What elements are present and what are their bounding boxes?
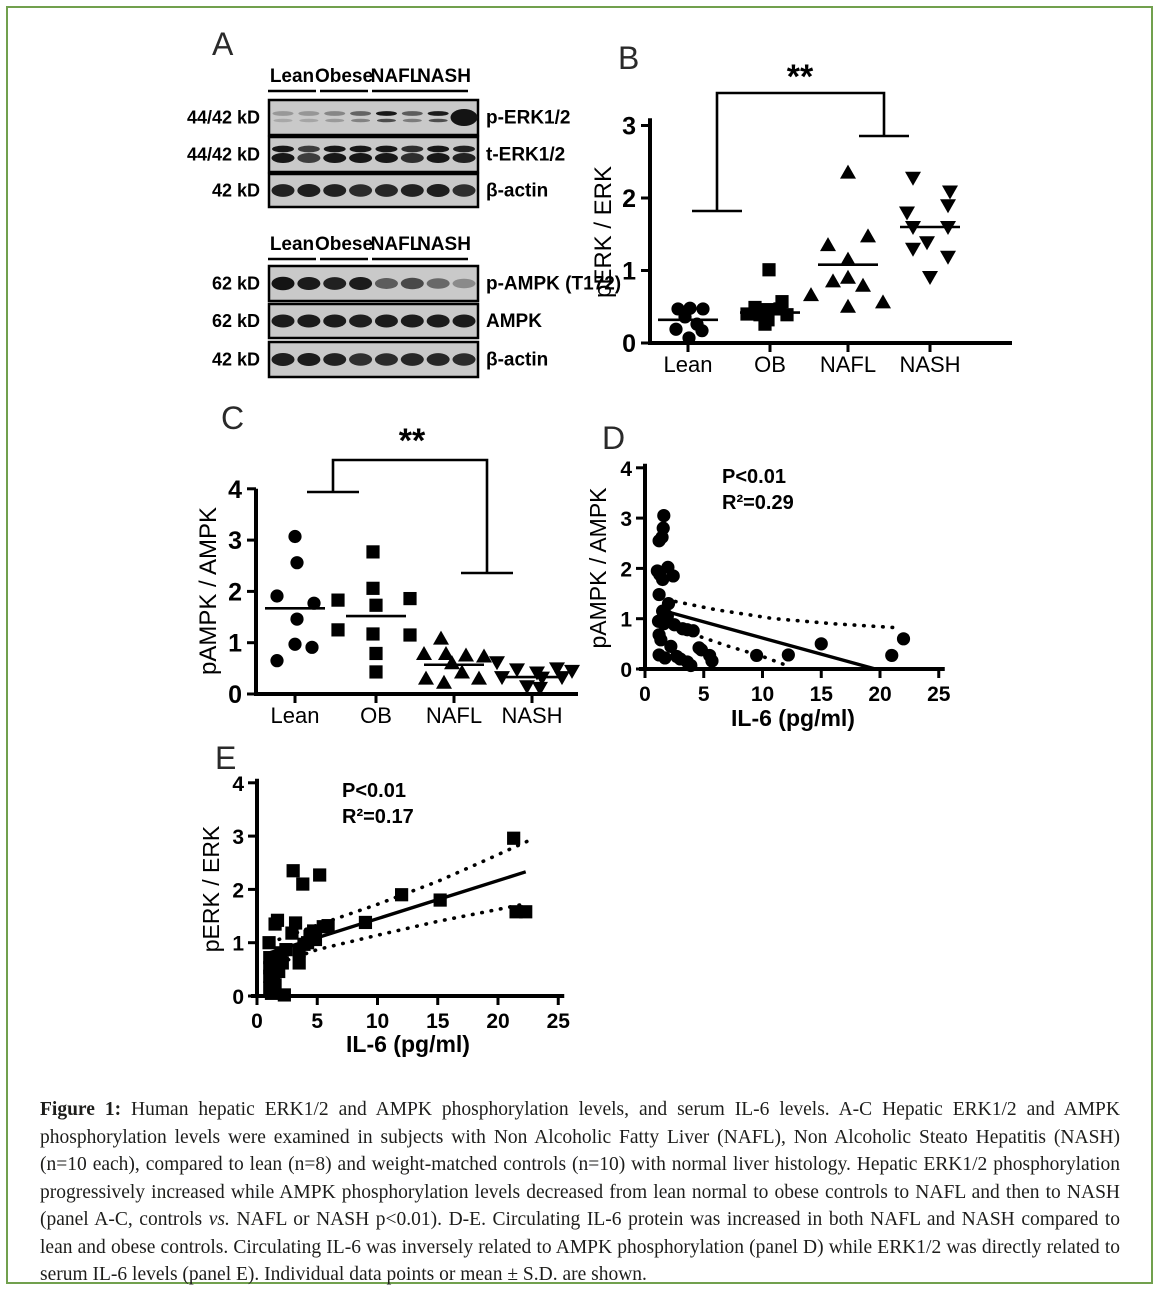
blot-band [323, 277, 346, 290]
data-point-triangle-down [940, 199, 956, 213]
blot-band [453, 184, 476, 196]
blot-band [297, 315, 320, 328]
data-point-square [403, 592, 416, 605]
blot-kd-label: 44/42 kD [186, 107, 260, 128]
y-tick-label: 0 [228, 681, 242, 709]
data-point-circle [705, 654, 718, 667]
y-tick-label: 2 [622, 185, 636, 213]
blot-band [403, 119, 422, 123]
data-point-square [285, 927, 298, 940]
y-tick-label: 2 [228, 578, 242, 607]
blot-band [350, 111, 371, 116]
blot-band [401, 153, 424, 163]
blot-band [298, 111, 319, 116]
y-tick-label: 1 [228, 629, 242, 658]
data-point-square [321, 919, 334, 932]
data-point-triangle-up [825, 273, 841, 287]
significance-label: ** [786, 58, 814, 96]
data-point-square [434, 893, 447, 906]
data-point-circle [657, 509, 670, 522]
blot-band [427, 278, 450, 289]
blot-lane-label: Lean [269, 234, 315, 255]
y-tick-label: 4 [620, 457, 632, 481]
category-label: Lean [270, 703, 320, 728]
data-point-square [293, 944, 306, 957]
data-point-square [293, 956, 306, 969]
category-label: NAFL [425, 703, 483, 728]
blot-protein-label: AMPK [486, 311, 542, 332]
y-tick-label: 0 [620, 659, 632, 682]
x-tick-label: 15 [426, 1010, 450, 1033]
data-point-triangle-down [489, 656, 505, 670]
data-point-square [331, 594, 344, 607]
panel-a-label: A [212, 26, 234, 62]
caption-figure-number: Figure 1: [40, 1099, 122, 1120]
data-point-square [369, 599, 382, 612]
blot-band [325, 119, 344, 123]
panel-d-label: D [602, 420, 626, 456]
data-point-square [366, 627, 379, 640]
data-point-square [369, 647, 382, 660]
y-axis-title: pAMPK / AMPK [195, 506, 222, 676]
x-axis-title: IL-6 (pg/ml) [731, 705, 855, 731]
data-point-triangle-up [840, 165, 856, 179]
category-label: NAFL [819, 352, 877, 377]
data-point-circle [695, 324, 708, 337]
blot-band [427, 353, 450, 366]
data-point-triangle-up [875, 294, 891, 308]
blot-band [453, 153, 476, 163]
data-point-circle [684, 659, 697, 672]
blot-band [453, 279, 476, 288]
blot-band [429, 119, 448, 123]
y-tick-label: 4 [228, 475, 242, 504]
data-point-circle [678, 310, 691, 323]
data-point-circle [270, 654, 283, 667]
annotation: R²=0.17 [342, 806, 414, 828]
blot-band [272, 315, 295, 328]
y-tick-label: 2 [620, 558, 632, 582]
data-point-triangle-up [418, 671, 434, 685]
data-point-circle [288, 530, 301, 543]
data-point-circle [885, 649, 898, 662]
data-point-circle [656, 573, 669, 586]
caption-text: NAFL or NASH p<0.01). D-E. Circulating IL-6 protein was increased in both NAFL and NASH compared to lean and obese controls. Circulating IL-6 was inversely related to AMPK phosphorylation (panel D) while ERK1/2 was directly related to serum IL-6 levels (panel E). Individual data points or mean ± S.D. are shown. [40, 1209, 1120, 1285]
y-tick-label: 4 [232, 772, 244, 796]
data-point-circle [696, 302, 709, 315]
x-tick-label: 15 [809, 683, 833, 706]
data-point-circle [669, 323, 682, 336]
blot-band [297, 277, 320, 290]
data-point-square [519, 905, 532, 918]
blot-band [272, 353, 295, 366]
blot-band [323, 153, 346, 163]
blot-band [375, 353, 398, 366]
blot-kd-label: 44/42 kD [186, 144, 260, 165]
blot-band [274, 119, 293, 123]
blot-band [324, 111, 345, 116]
blot-band [375, 315, 398, 328]
data-point-square [331, 623, 344, 636]
blot-band [402, 111, 423, 116]
blot-band [297, 184, 320, 197]
data-point-square [262, 936, 275, 949]
blot-band [401, 146, 423, 153]
data-point-square [369, 665, 382, 678]
blot-band [272, 184, 295, 197]
blot-lane-label: NAFL [370, 234, 422, 255]
blot-lane-label: Obese [314, 66, 374, 87]
blot-band [375, 153, 398, 163]
blot-protein-label: p-AMPK (T172) [486, 273, 622, 295]
x-tick-label: 5 [311, 1010, 324, 1033]
data-point-triangle-up [471, 671, 487, 685]
data-point-triangle-up [458, 648, 474, 662]
blot-band [428, 111, 449, 116]
blot-band [273, 111, 294, 116]
data-point-circle [290, 556, 303, 569]
blot-kd-label: 62 kD [211, 311, 260, 331]
blot-kd-label: 42 kD [211, 180, 260, 201]
blot-lane-label: Obese [314, 234, 374, 255]
x-tick-label: 10 [365, 1010, 390, 1033]
data-point-square [395, 888, 408, 901]
data-point-circle [658, 651, 671, 664]
y-tick-label: 3 [228, 527, 242, 556]
blot-band [349, 353, 372, 365]
blot-band [453, 315, 476, 328]
data-point-circle [305, 641, 318, 654]
y-axis-title: pAMPK / AMPK [585, 487, 611, 649]
data-point-triangle-up [476, 649, 492, 663]
blot-band [401, 353, 424, 366]
x-axis-title: IL-6 (pg/ml) [346, 1031, 470, 1057]
blot-band [427, 146, 449, 153]
blot-band [350, 146, 372, 153]
data-point-circle [653, 534, 666, 547]
data-point-circle [750, 649, 763, 662]
data-point-square [278, 988, 291, 1001]
data-point-triangle-up [416, 646, 432, 660]
x-tick-label: 5 [697, 683, 710, 706]
data-point-square [507, 832, 520, 845]
blot-band [451, 109, 478, 126]
data-point-triangle-up [860, 228, 876, 242]
data-point-triangle-down [919, 236, 935, 250]
blot-band [351, 119, 370, 123]
data-point-triangle-down [899, 207, 915, 221]
y-axis-title: pERK / ERK [590, 165, 617, 299]
data-point-triangle-up [803, 287, 819, 301]
data-point-triangle-up [820, 237, 836, 251]
data-point-circle [815, 637, 828, 650]
data-point-triangle-down [940, 251, 956, 265]
data-point-square [780, 308, 793, 321]
data-point-triangle-down [922, 271, 938, 285]
data-point-square [740, 307, 753, 320]
y-tick-label: 3 [232, 826, 244, 850]
category-label: Lean [663, 352, 713, 377]
category-label: OB [754, 352, 786, 377]
data-point-square [366, 582, 379, 595]
data-point-square [313, 868, 326, 881]
blot-band [427, 153, 450, 163]
blot-band [401, 315, 424, 328]
blot-band [427, 315, 450, 328]
data-point-square [758, 318, 771, 331]
x-tick-label: 25 [546, 1010, 570, 1033]
y-tick-label: 3 [620, 508, 632, 532]
data-point-square [403, 628, 416, 641]
blot-band [349, 315, 372, 328]
category-label: OB [360, 703, 392, 728]
blot-band [349, 153, 372, 163]
blot-band [376, 111, 397, 116]
x-tick-label: 25 [927, 683, 951, 706]
blot-band [375, 278, 398, 289]
blot-lane-label: Lean [269, 66, 315, 87]
blot-band [349, 184, 372, 197]
data-point-square [762, 263, 775, 276]
data-point-circle [288, 638, 301, 651]
data-point-circle [682, 331, 695, 344]
blot-band [272, 146, 294, 153]
annotation: R²=0.29 [722, 492, 794, 514]
blot-band [377, 119, 396, 123]
blot-protein-label: t-ERK1/2 [486, 144, 566, 166]
y-axis-title: pERK / ERK [198, 825, 224, 953]
significance-bracket [717, 93, 884, 211]
blot-band [375, 184, 398, 197]
blot-band [375, 146, 397, 153]
significance-bracket [333, 460, 487, 573]
blot-band [323, 315, 346, 328]
blot-lane-label: NAFL [370, 66, 422, 87]
data-point-square [366, 545, 379, 558]
blot-band [272, 153, 295, 163]
blot-band [298, 146, 320, 153]
blot-band [323, 184, 346, 197]
data-point-square [265, 987, 278, 1000]
data-point-square [296, 877, 309, 890]
caption-text: Human hepatic ERK1/2 and AMPK phosphorylation levels, and serum IL-6 levels. A-C Hepatic ERK1/2 and AMPK phosphorylation levels were examined in subjects with Non Alcoholic Fatty Liver (NAFL), Non Alcoholic Steato Hepatitis (NASH) (n=10 each), compared to lean (n=8) and weight-matched controls (n=10) with normal liver histology. Hepatic ERK1/2 phosphorylation progressively increased while AMPK phosphorylation levels decreased from lean normal to obese controls to NAFL and then to NASH (panel A-C, controls [40, 1099, 1120, 1230]
y-tick-label: 1 [232, 932, 244, 956]
x-tick-label: 0 [639, 683, 651, 706]
category-label: NASH [501, 703, 563, 728]
y-tick-label: 0 [622, 330, 636, 358]
data-point-circle [290, 613, 303, 626]
data-point-triangle-down [509, 663, 525, 677]
x-tick-label: 20 [868, 683, 892, 706]
panel-b-label: B [618, 40, 640, 76]
blot-band [427, 184, 450, 197]
blot-band [299, 119, 318, 123]
panel-c-label: C [221, 400, 245, 436]
caption-text: vs. [208, 1209, 230, 1230]
data-point-triangle-down [942, 185, 958, 199]
blot-band [323, 353, 346, 366]
blot-protein-label: p-ERK1/2 [486, 107, 571, 129]
x-tick-label: 20 [486, 1010, 510, 1033]
blot-band [297, 153, 320, 163]
confidence-band-upper [666, 600, 897, 628]
blot-band [297, 353, 320, 366]
data-point-triangle-up [840, 270, 856, 284]
data-point-square [279, 943, 292, 956]
x-tick-label: 0 [251, 1010, 263, 1033]
category-label: NASH [899, 352, 961, 377]
x-tick-label: 10 [750, 683, 775, 706]
data-point-square [271, 914, 284, 927]
panel-e-label: E [215, 740, 237, 776]
blot-band [349, 277, 372, 290]
y-tick-label: 0 [232, 986, 244, 1009]
data-point-circle [782, 648, 795, 661]
significance-label: ** [398, 422, 426, 460]
blot-strip [269, 100, 478, 135]
blot-band [401, 278, 424, 290]
y-tick-label: 2 [232, 879, 244, 903]
y-tick-label: 1 [622, 257, 636, 286]
blot-strip [269, 137, 478, 172]
annotation: P<0.01 [342, 780, 406, 802]
blot-lane-label: NASH [417, 234, 471, 255]
blot-protein-label: β-actin [486, 349, 549, 371]
data-point-square [287, 864, 300, 877]
blot-lane-label: NASH [417, 66, 471, 87]
blot-band [453, 146, 475, 153]
data-point-triangle-up [855, 278, 871, 292]
annotation: P<0.01 [722, 466, 786, 488]
data-point-circle [687, 624, 700, 637]
data-point-triangle-up [436, 675, 452, 689]
blot-band [401, 184, 424, 197]
blot-band [453, 353, 476, 366]
blot-band [272, 277, 295, 290]
figure-caption [40, 1096, 1120, 1289]
blot-kd-label: 62 kD [211, 273, 260, 294]
data-point-triangle-up [840, 299, 856, 313]
data-point-square [359, 916, 372, 929]
blot-band [324, 146, 346, 153]
y-tick-label: 1 [620, 608, 632, 632]
y-tick-label: 3 [622, 112, 636, 141]
blot-protein-label: β-actin [486, 180, 549, 202]
data-point-circle [897, 632, 910, 645]
blot-kd-label: 42 kD [211, 349, 260, 370]
data-point-triangle-down [905, 172, 921, 186]
data-point-triangle-down [905, 243, 921, 257]
data-point-triangle-up [433, 631, 449, 645]
data-point-circle [270, 589, 283, 602]
